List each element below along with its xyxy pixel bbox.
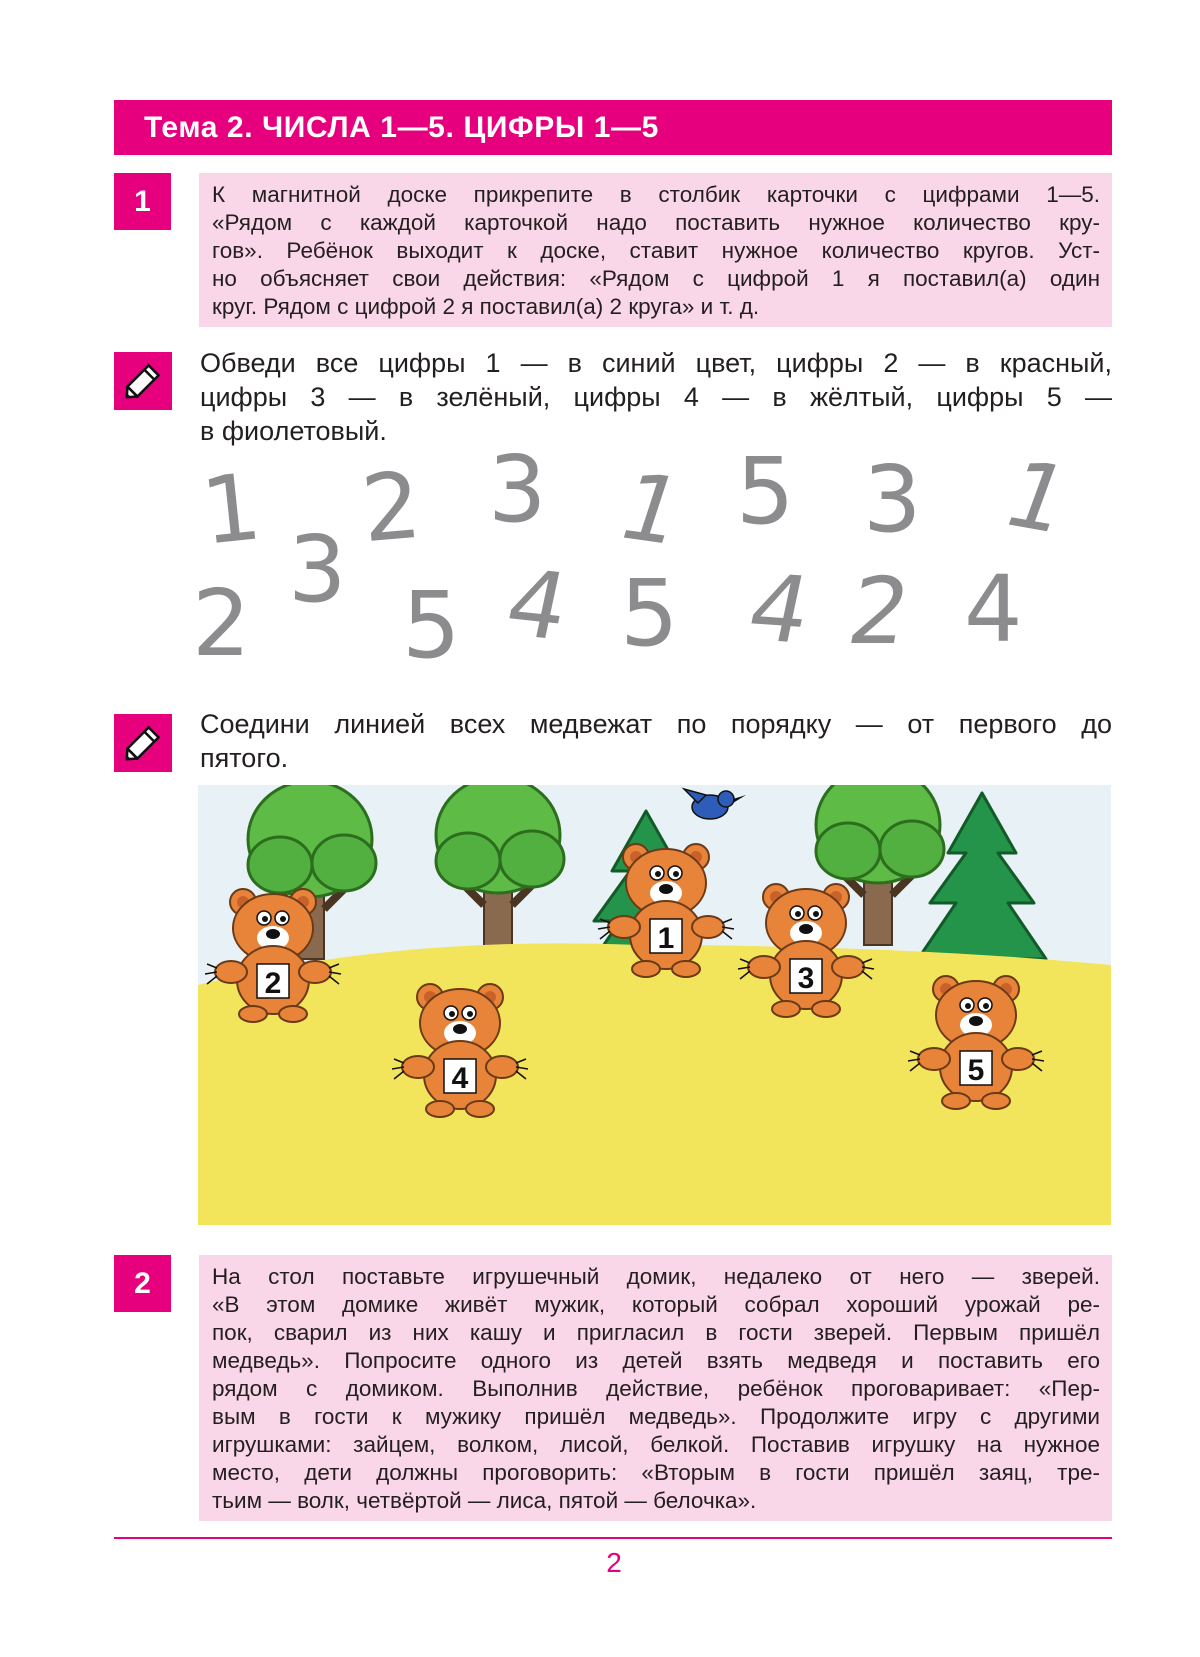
digit[interactable]: 4 <box>738 554 820 665</box>
exercise-2-number: 2 <box>134 1266 151 1300</box>
page-number: 2 <box>606 1547 622 1578</box>
bears-forest-illustration <box>198 785 1111 1225</box>
digit[interactable]: 1 <box>605 453 698 566</box>
exercise-2-line: рядом с домиком. Выполнив действие, ребёнок проговаривает: «Пер- <box>212 1376 1100 1401</box>
bear-number: 1 <box>657 922 675 955</box>
exercise-1-line: К магнитной доске прикрепите в столбик карточки с цифрами 1—5. <box>212 182 1100 207</box>
bear-number: 3 <box>797 962 815 995</box>
exercise-2-line: вым в гости к мужику пришёл медведь». Продолжите игру с другими <box>212 1404 1100 1429</box>
exercise-2-line: «В этом домике живёт мужик, который собрал хороший урожай ре- <box>212 1292 1100 1317</box>
digit[interactable]: 4 <box>497 549 578 662</box>
digit[interactable]: 3 <box>288 516 347 623</box>
digit[interactable]: 3 <box>863 446 922 553</box>
bear-number: 4 <box>451 1062 469 1095</box>
exercise-2-line: место, дети должны проговорить: «Вторым в гости пришёл заяц, тре- <box>212 1460 1100 1485</box>
exercise-2-instructions <box>199 1255 1112 1521</box>
digit[interactable]: 2 <box>192 570 251 677</box>
digit[interactable]: 4 <box>964 556 1023 663</box>
digit[interactable]: 5 <box>620 560 679 667</box>
exercise-2-line: пок, сварил из них кашу и пригласил в гости зверей. Первым пришёл <box>212 1320 1100 1345</box>
digit[interactable]: 2 <box>357 451 426 564</box>
trace-task-line: Обведи все цифры 1 — в синий цвет, цифры 2 — в красный, <box>200 348 1112 378</box>
bear-number: 2 <box>264 967 282 1000</box>
digit[interactable]: 5 <box>736 438 795 545</box>
exercise-1-line: гов». Ребёнок выходит к доске, ставит нужное количество кругов. Уст- <box>212 238 1100 263</box>
digit[interactable]: 5 <box>402 572 461 679</box>
digit[interactable]: 3 <box>488 436 547 543</box>
connect-task-text <box>200 707 1112 775</box>
trace-task-line: цифры 3 — в зелёный, цифры 4 — в жёлтый, цифры 5 — <box>200 382 1112 412</box>
exercise-1-instructions <box>199 173 1112 327</box>
exercise-1-line: но объясняет свои действия: «Рядом с цифрой 1 я поставил(а) один <box>212 266 1100 291</box>
exercise-2-line: На стол поставьте игрушечный домик, недалеко от него — зверей. <box>212 1264 1100 1289</box>
topic-title-bar <box>114 100 1112 155</box>
bear-number: 5 <box>967 1054 985 1087</box>
digit[interactable]: 1 <box>990 441 1085 554</box>
trace-task-line: в фиолетовый. <box>200 416 387 446</box>
connect-task-line: Соедини линией всех медвежат по порядку — от первого до <box>200 709 1112 739</box>
exercise-1-line: «Рядом с каждой карточкой надо поставить нужное количество кру- <box>212 210 1100 235</box>
exercise-1-line: круг. Рядом с цифрой 2 я поставил(а) 2 круга» и т. д. <box>212 294 760 319</box>
exercise-1-number: 1 <box>134 184 151 218</box>
digit[interactable]: 2 <box>840 558 919 665</box>
digits-to-trace <box>190 436 1110 690</box>
pencil-icon <box>114 352 172 410</box>
digit[interactable]: 1 <box>196 453 266 566</box>
topic-title: Тема 2. ЧИСЛА 1—5. ЦИФРЫ 1—5 <box>144 110 659 144</box>
exercise-2-line: медведь». Попросите одного из детей взять медведя и поставить его <box>212 1348 1100 1373</box>
exercise-2-line: игрушками: зайцем, волком, лисой, белкой. Поставив игрушку на нужное <box>212 1432 1100 1457</box>
footer-divider <box>114 1537 1112 1539</box>
exercise-2-badge <box>114 1255 171 1312</box>
connect-task-line: пятого. <box>200 743 289 773</box>
exercise-2-line: тьим — волк, четвёртой — лиса, пятой — белочка». <box>212 1488 757 1513</box>
exercise-1-badge <box>114 173 171 230</box>
trace-task-text <box>200 346 1112 448</box>
pencil-icon <box>114 714 172 772</box>
